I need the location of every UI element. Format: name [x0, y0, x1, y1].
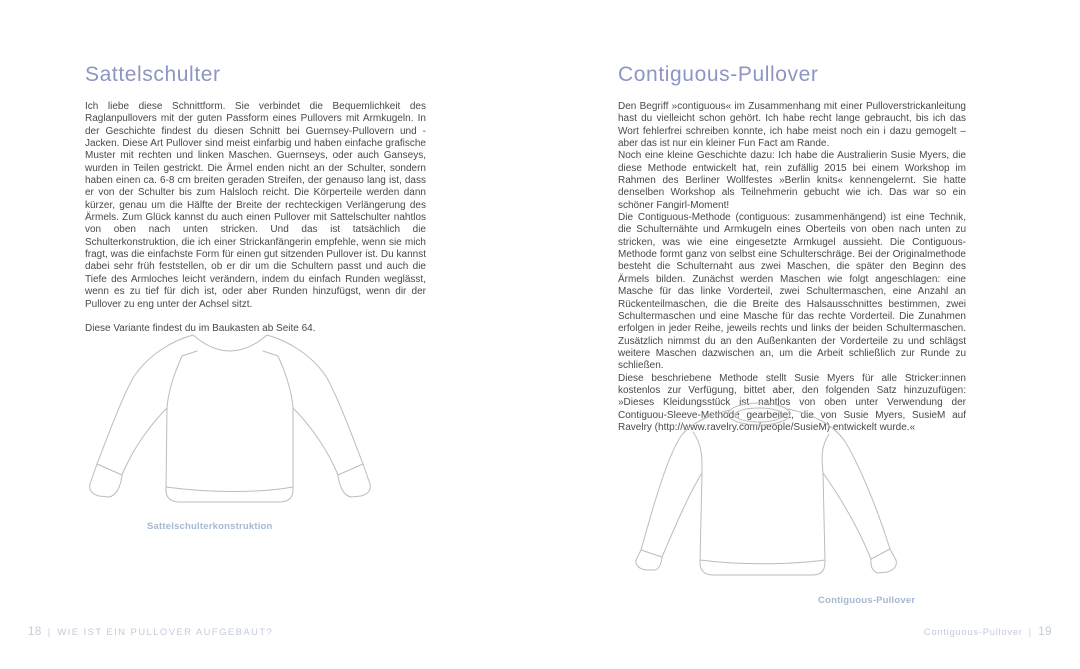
paragraph: Die Contiguous-Methode (contiguous: zusammenhängend) ist eine Technik, die Schulternähte und Armkugeln eines Oberteils von oben nach unten zu stricken, was wie eine eingesetzte Armkugel aussieht. Die Contiguous-Methode formt ganz von selbst eine Schulterschräge. Bei der Originalmethode besteht die Schulternaht aus zwei Maschen, die später den Beginn des Ärmels bilden. Zunächst werden Maschen wie folgt angeschlagen: eine Masche für das linke Vorderteil, zwei Schultermaschen, eine Anzahl an Rückenteilmaschen, die die Breite des Halsausschnittes bestimmen, zwei Schultermaschen und eine Masche für das rechte Vorderteil. Die Zunahmen erfolgen in jeder Reihe, jeweils rechts und links der beiden Schultermaschen. Zusätzlich nimmst du an den Außenkanten der Vorderteile zu und schlägst weitere Maschen dazwischen an, um die Arbeit schließlich zur Runde zu schließen. [618, 212, 966, 372]
left-page-paragraphs [85, 101, 426, 335]
right-page-footer [924, 626, 1052, 638]
paragraph: Den Begriff »contiguous« im Zusammenhang mit einer Pulloverstrickanleitung hast du vielleicht schon gehört. Ich habe recht lange gebraucht, bis ich das Wort fehlerfrei schreiben konnte, ich habe meist noch ein i dazu gemogelt – aber das ist nur ein kleiner Fun Fact am Rande. [618, 101, 966, 150]
saddle-shoulder-sweater-illustration [85, 330, 375, 515]
left-page-footer [28, 626, 273, 638]
paragraph: Diese Variante findest du im Baukasten ab Seite 64. [85, 322, 316, 334]
right-page-number: 19 [1038, 626, 1052, 638]
contiguous-sweater-illustration [633, 402, 965, 588]
contiguous-sweater-drawing [633, 402, 965, 588]
right-figure-caption: Contiguous-Pullover [818, 595, 916, 606]
left-page-title: Sattelschulter [85, 63, 221, 86]
footer-separator: | [47, 627, 52, 638]
right-page-body [618, 101, 966, 434]
saddle-shoulder-sweater-drawing [85, 330, 375, 515]
footer-separator: | [1028, 627, 1033, 638]
left-figure-caption: Sattelschulterkonstruktion [147, 521, 273, 532]
right-page-title: Contiguous-Pullover [618, 63, 819, 86]
paragraph: Noch eine kleine Geschichte dazu: Ich habe die Australierin Susie Myers, die diese Methode entwickelt hat, rein zufällig 2015 bei einem Workshop im Rahmen des Berliner Wollfestes »Berlin knits« kennengelernt. Sie hatte denselben Workshop als Teilnehmerin gebucht wie ich. Das war so ein schöner Fangirl-Moment! [618, 150, 966, 211]
right-page-paragraphs [618, 101, 966, 434]
paragraph: Ich liebe diese Schnittform. Sie verbindet die Bequemlichkeit des Raglanpullovers mit der guten Passform eines Pullovers mit Armkugeln. In der Geschichte findest du diesen Schnitt bei Guernsey-Pullovern und -Jacken. Diese Art Pullover sind meist einfarbig und haben einfache grafische Muster mit rechten und linken Maschen. Guernseys, oder auch Ganseys, wurden in Teilen gestrickt. Die Ärmel enden nicht an der Schulter, sondern haben einen ca. 6-8 cm breiten geraden Streifen, der genauso lang ist, dass er von der Schulter bis zum Halsloch reicht. Die Körperteile werden dann kürzer, genau um die Hälfte der Breite der rechteckigen Verlängerung des Ärmels. Zum Glück kannst du auch einen Pullover mit Sattelschulter nahtlos von oben nach unten stricken. Und das ist tatsächlich die Schulterkonstruktion, die ich einer Strickanfängerin empfehle, wenn sie mich fragt, was die einfachste Form für einen gut sitzenden Pullover ist. Du kannst dabei sehr früh feststellen, ob er dir um die Schultern passt und auch die Tiefe des Armloches leicht verändern, indem du einfach Runden weglässt, wenn es zu tief für dich ist, oder aber Runden hinzufügst, wenn dir der Pullover zu eng unter der Achsel sitzt. [85, 101, 426, 310]
left-footer-section-title: WIE IST EIN PULLOVER AUFGEBAUT? [57, 627, 274, 638]
right-footer-section-title: Contiguous-Pullover [923, 627, 1023, 638]
left-page-number: 18 [28, 626, 42, 638]
left-page-body [85, 101, 426, 335]
paragraph: Diese beschriebene Methode stellt Susie Myers für alle Stricker:innen kostenlos zur Verfügung, bittet aber, den folgenden Satz hinzuzufügen: »Dieses Kleidungsstück ist nahtlos von oben unter Verwendung der Contiguou-Sleeve-Methode gearbeitet, die von Susie Myers, SusieM auf Ravelry (http://www.ravelry.com/people/SusieM) entwickelt wurde.« [618, 372, 966, 433]
